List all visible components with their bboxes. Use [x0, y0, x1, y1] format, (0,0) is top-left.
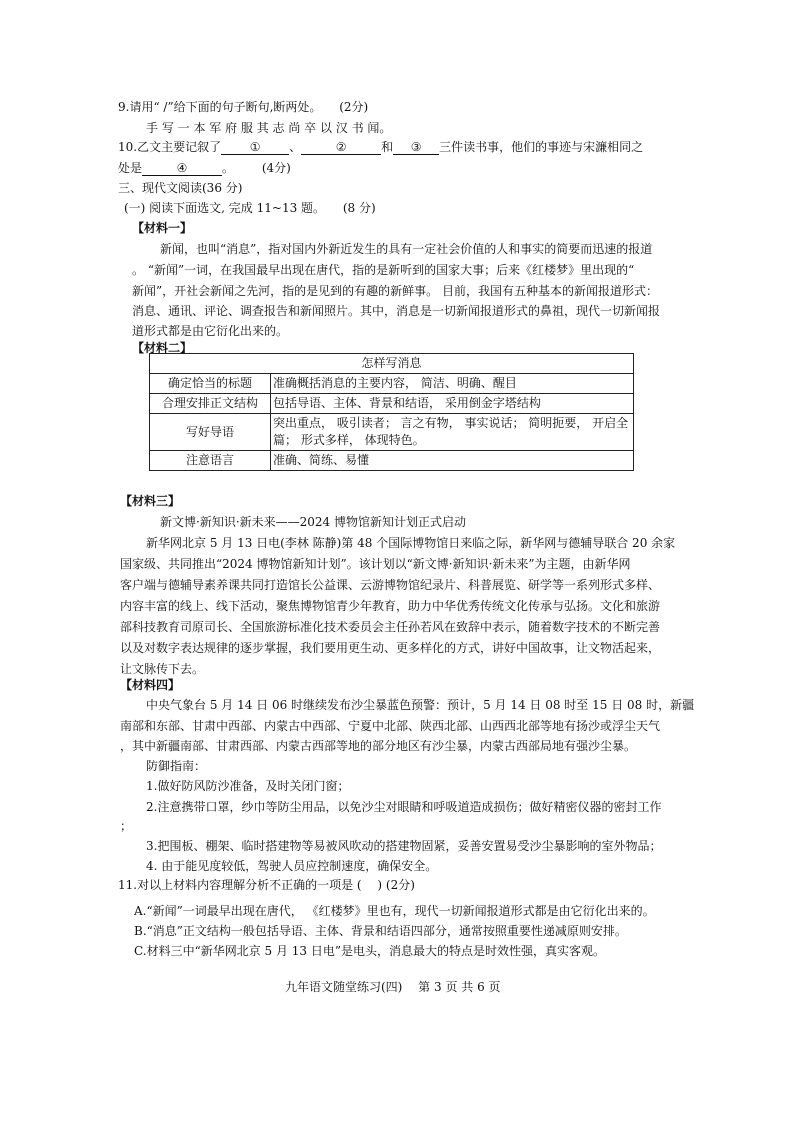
m4-label: 【材料四】	[120, 678, 181, 692]
table-title: 怎样写消息	[150, 354, 634, 374]
q9-stem	[118, 99, 368, 115]
m3-line: 以及对数字表达规律的逐步掌握，我们要用更生动、更多样化的方式，讲好中国故事，让文物活起来，	[120, 641, 661, 655]
m4-guide: 1.做好防风防沙准备，及时关闭门窗；	[146, 779, 350, 793]
q10-blank-2[interactable]: ②	[301, 140, 381, 155]
table-value	[271, 414, 634, 451]
m4-line: 南部和东部、甘肃中西部、内蒙古中西部、宁夏中北部、陕西北部、山西西北部等地有扬沙或浮尘天气	[120, 719, 661, 733]
m4-guide: 3.把围板、棚架、临时搭建物等易被风吹动的搭建物固紧，妥善安置易受沙尘暴影响的室外物品；	[146, 839, 662, 853]
table-row	[150, 414, 634, 451]
m4-line: ，其中新疆南部、甘肃西部、内蒙古西部等地的部分地区有沙尘暴，内蒙古西部局地有强沙尘暴。	[120, 739, 637, 753]
m4-line: 中央气象台 5 月 14 日 06 时继续发布沙尘暴蓝色预警：预计，5 月 14 日 08 时至 15 日 08 时，新疆	[146, 698, 695, 712]
q11-option-c[interactable]: C.材料三中“新华网北京 5 月 13 日电”是电头，消息最大的特点是时效性强，真实客观。	[134, 944, 606, 958]
q10-line2-pre: 处是	[118, 161, 143, 175]
table-key: 确定恰当的标题	[150, 374, 271, 394]
q11-option-a[interactable]: A.“新闻”一词最早出现在唐代， 《红楼梦》里也有，现代一切新闻报道形式都是由它衍化出来的。	[134, 904, 655, 918]
q10-line2-post: 。	[222, 161, 235, 175]
q11-stem: 11.对以上材料内容理解分析不正确的一项是 ( ) (2分)	[118, 878, 415, 892]
q10-line1	[118, 139, 643, 155]
m4-guide: ；	[120, 819, 133, 833]
m3-headline: 新文博·新知识·新未来——2024 博物馆新知计划正式启动	[160, 515, 466, 529]
m3-line: 部科技教育司原司长、全国旅游标准化技术委员会主任孙若风在致辞中表示，随着数字技术的不断完善	[120, 620, 661, 634]
table-value: 包括导语、主体、背景和结语， 采用倒金字塔结构	[271, 394, 634, 414]
part1-score: (8 分)	[342, 201, 376, 215]
m1-line: 。 “新闻”一词，在我国最早出现在唐代，指的是新听到的国家大事；后来《红楼梦》里出现的“	[132, 263, 635, 277]
m1-line: 新闻”，开社会新闻之先河，指的是见到的有趣的新鲜事。 目前，我国有五种基本的新闻报道形式：	[132, 284, 658, 298]
part1-title	[124, 200, 376, 216]
q9-stem-text: 9.请用“ /”给下面的句子断句,断两处。	[118, 100, 322, 114]
m4-guide-title: 防御指南：	[146, 759, 207, 773]
m1-line: 新闻，也叫“消息”，指对国内外新近发生的具有一定社会价值的人和事实的简要而迅速的报道	[160, 242, 653, 256]
q10-post: 三件读书事，他们的事迹与宋濂相同之	[439, 140, 644, 154]
part1-title-text: (一) 阅读下面选文, 完成 11~13 题。	[124, 201, 326, 215]
q10-pre: 10.乙文主要记叙了	[118, 140, 222, 154]
table-key: 写好导语	[150, 414, 271, 451]
q10-blank-4[interactable]: ④	[142, 161, 222, 176]
table-value-line: 突出重点， 吸引读者； 言之有物， 事实说话； 简明扼要， 开启全	[273, 416, 629, 430]
m3-line: 国家级、共同推出“2024 博物馆新知计划”。该计划以“新文博·新知识·新未来”为主题，由新华网	[120, 557, 631, 571]
m3-line: 客户端与德辅导素养课共同打造馆长公益课、云游博物馆纪录片、科普展览、研学等一系列形式多样、	[120, 578, 661, 592]
q10-blank-1[interactable]: ①	[221, 140, 289, 155]
m1-label: 【材料一】	[132, 221, 193, 235]
table-value: 准确、简练、易懂	[271, 451, 634, 471]
q10-sep: 、	[289, 140, 302, 154]
m4-guide: 2.注意携带口罩，纱巾等防尘用品，以免沙尘对眼睛和呼吸道造成损伤；做好精密仪器的密封工作	[146, 800, 662, 814]
table-value-line: 篇； 形式多样， 体现特色。	[273, 433, 425, 447]
m1-line: 道形式都是由它衍化出来的。	[132, 324, 289, 338]
m3-label: 【材料三】	[120, 494, 181, 508]
m2-label: 【材料二】	[132, 341, 193, 355]
page-footer: 九年语文随堂练习(四) 第 3 页 共 6 页	[285, 980, 501, 994]
q10-line2	[118, 160, 291, 176]
m3-line: 让文脉传下去。	[120, 662, 205, 676]
table-value: 准确概括消息的主要内容， 简洁、明确、醒目	[271, 374, 634, 394]
q9-sentence: 手 写 一 本 军 府 服 其 志 尚 卒 以 汉 书 闻。	[146, 121, 392, 135]
table-key: 注意语言	[150, 451, 271, 471]
table-row	[150, 451, 634, 471]
m2-table	[149, 353, 634, 471]
table-key: 合理安排正文结构	[150, 394, 271, 414]
q10-and: 和	[381, 140, 394, 154]
table-row	[150, 354, 634, 374]
q10-score: (4分)	[261, 161, 291, 175]
m4-guide: 4. 由于能见度较低，驾驶人员应控制速度，确保安全。	[146, 859, 438, 873]
m3-line: 内容丰富的线上、线下活动，聚焦博物馆青少年教育，助力中华优秀传统文化传承与弘扬。文化和旅游	[120, 599, 661, 613]
q9-score: (2分)	[339, 100, 369, 114]
q11-option-b[interactable]: B.“消息”正文结构一般包括导语、主体、背景和结语四部分，通常按照重要性递减原则安排。	[134, 924, 627, 938]
m3-line: 新华网北京 5 月 13 日电(李林 陈静)第 48 个国际博物馆日来临之际，新华网与德辅导联合 20 余家	[146, 536, 676, 550]
q10-blank-3[interactable]: ③	[393, 140, 439, 155]
section-3-title: 三、现代文阅读(36 分)	[118, 181, 243, 195]
table-row	[150, 394, 634, 414]
m1-line: 消息、通讯、评论、调查报告和新闻照片。其中，消息是一切新闻报道形式的鼻祖，现代一切新闻报	[132, 304, 661, 318]
table-row	[150, 374, 634, 394]
